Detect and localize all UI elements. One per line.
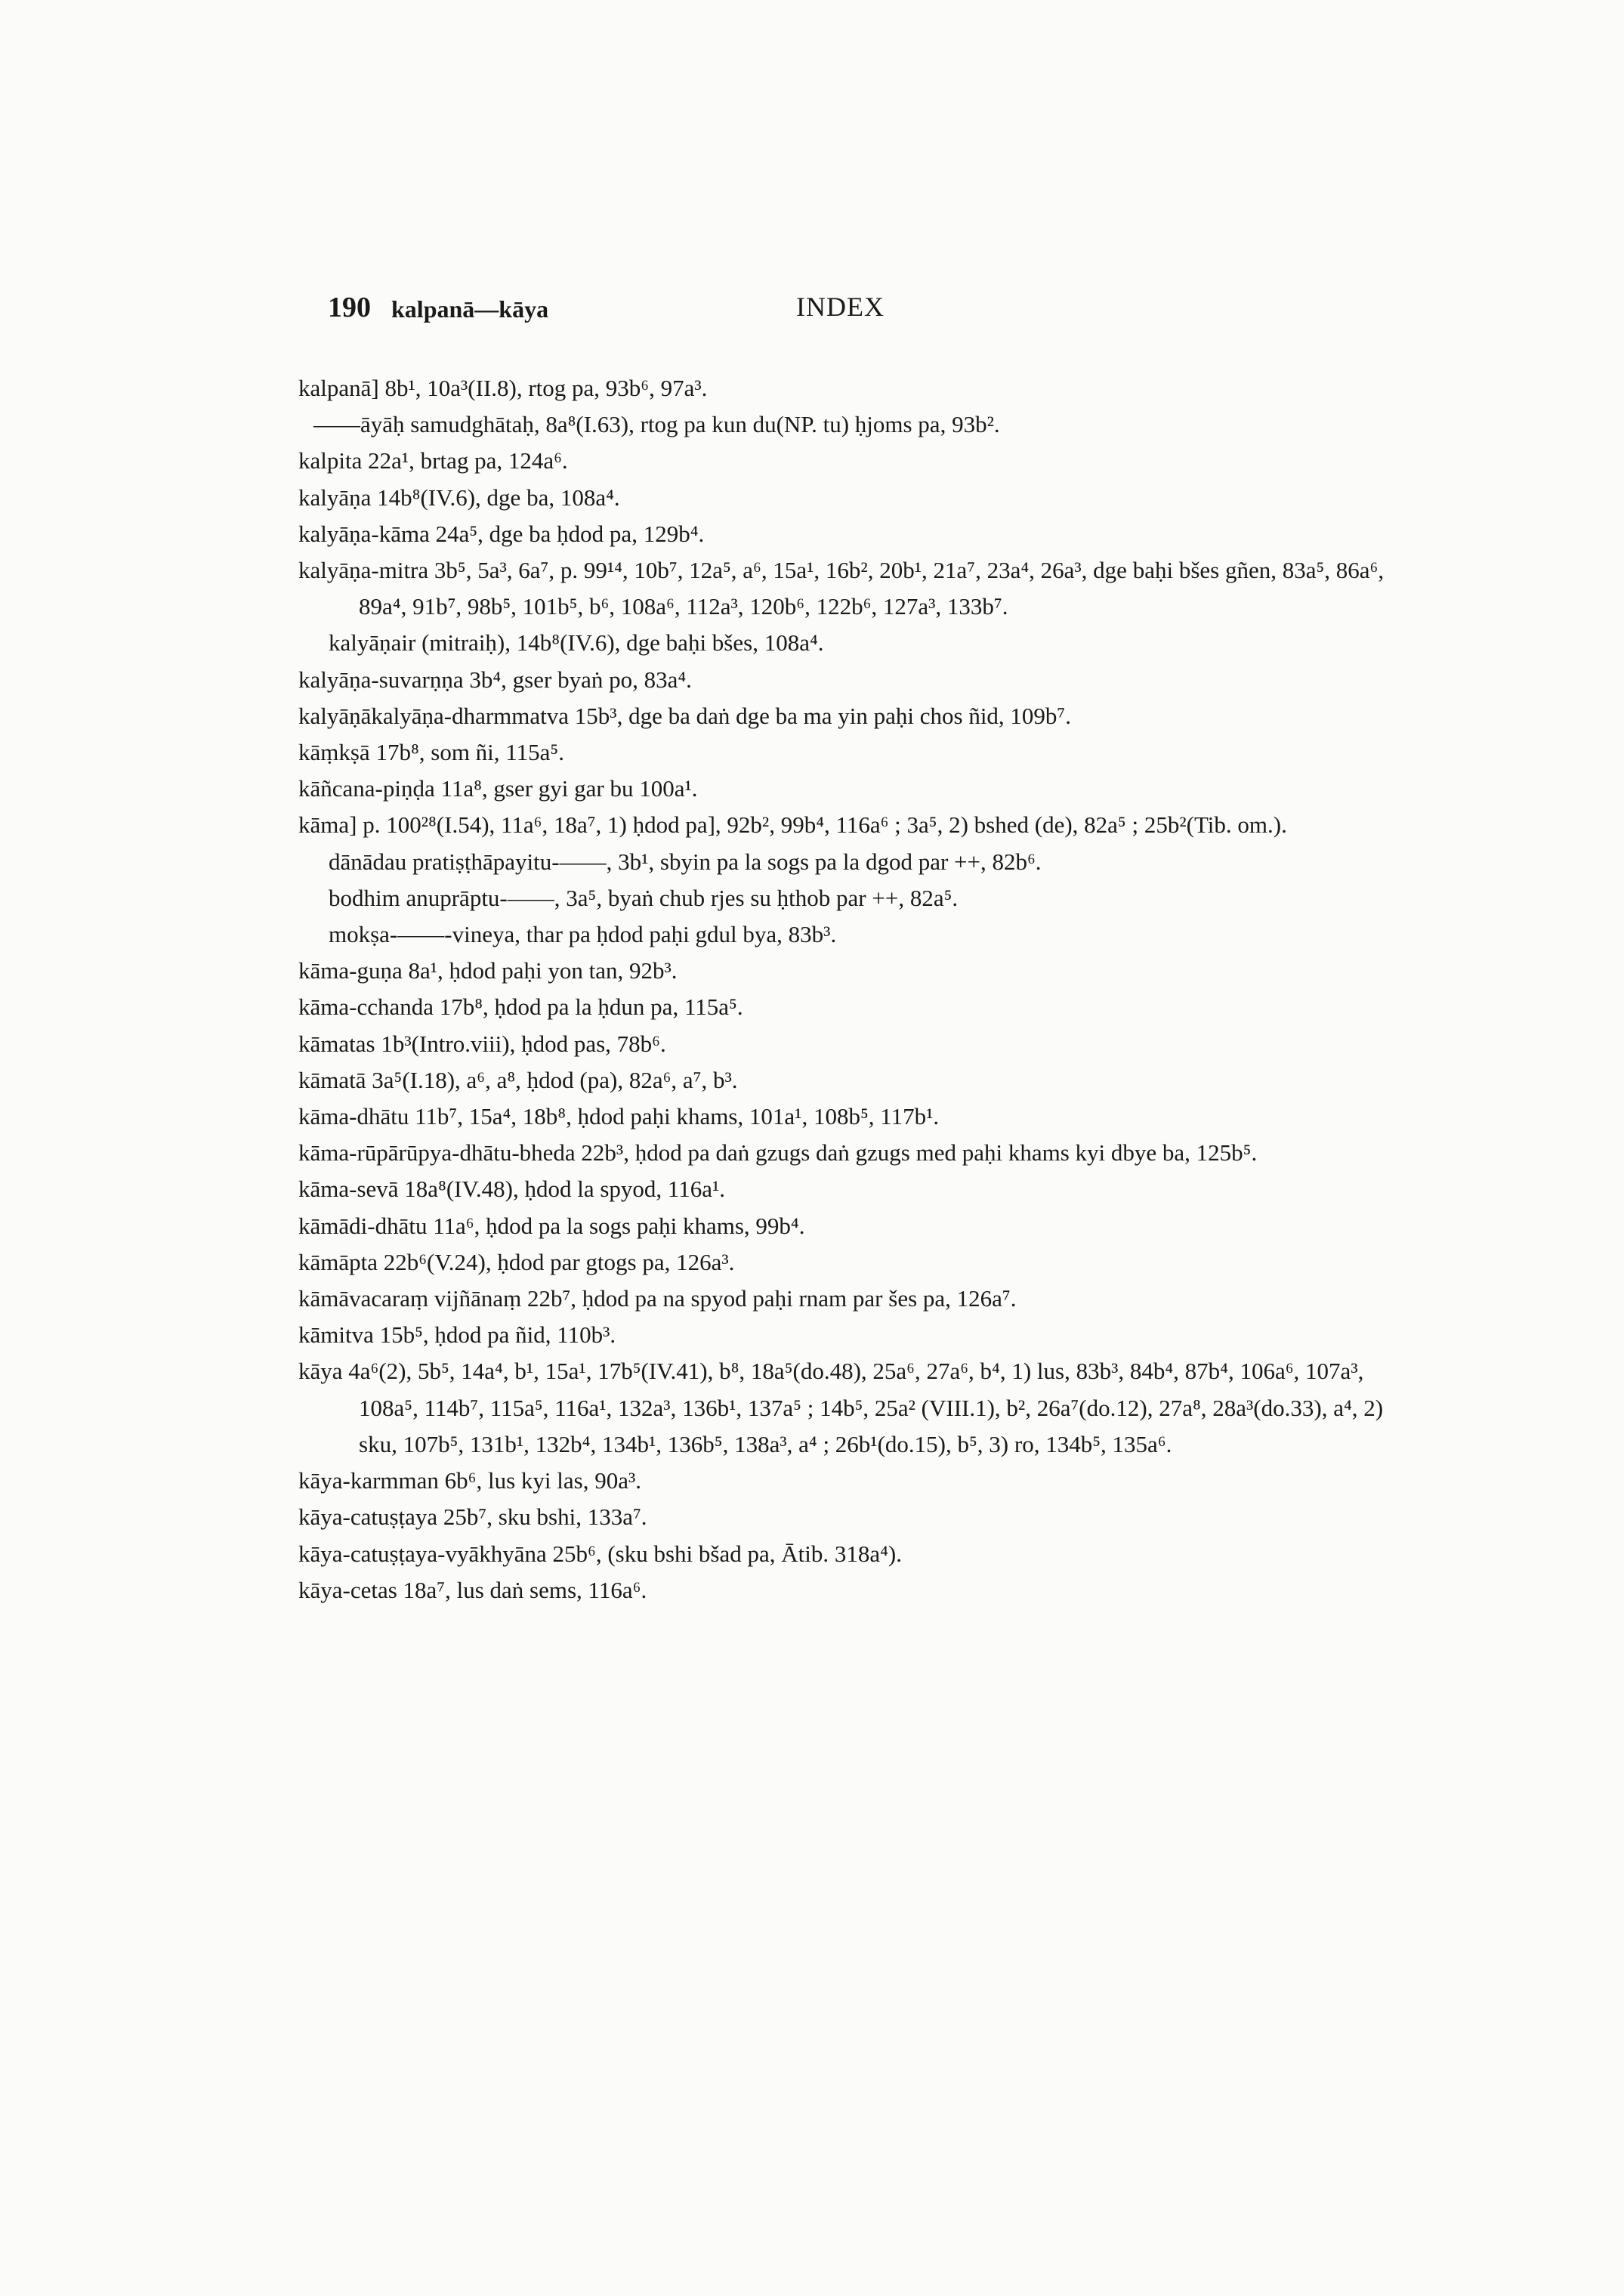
index-entry: kalpita 22a¹, brtag pa, 124a⁶. [298, 447, 568, 474]
index-subentry: mokṣa-——-vineya, thar pa ḥdod paḥi gdul bya, 83b³. [329, 921, 837, 948]
index-entry: kalyāṇa 14b⁸(IV.6), dge ba, 108a⁴. [298, 484, 620, 511]
index-entries [298, 370, 1424, 1608]
index-entry: kalyāṇa-mitra 3b⁵, 5a³, 6a⁷, p. 99¹⁴, 10b⁷, 12a⁵, a⁶, 15a¹, 16b², 20b¹, 21a⁷, 23a⁴, 26a³, dge baḥi bšes gñen, 83a⁵, 86a⁶, 89a⁴, 91b⁷, 98b⁵, 101b⁵, b⁶, 108a⁶, 112a³, 120b⁶, 122b⁶, 127a³, 133b⁷. [298, 557, 1385, 620]
index-entry: kāmāpta 22b⁶(V.24), ḥdod par gtogs pa, 126a³. [298, 1248, 735, 1275]
page-number: 190 [328, 292, 371, 323]
index-entry: kāmādi-dhātu 11a⁶, ḥdod pa la sogs paḥi khams, 99b⁴. [298, 1212, 805, 1239]
page-header [328, 291, 1423, 336]
index-entry: kalyāṇa-suvarṇṇa 3b⁴, gser byaṅ po, 83a⁴. [298, 666, 692, 693]
index-entry: kāmatā 3a⁵(I.18), a⁶, a⁸, ḥdod (pa), 82a⁶, a⁷, b³. [298, 1066, 738, 1093]
index-entry: kāya-catuṣṭaya-vyākhyāna 25b⁶, (sku bshi bšad pa, Ātib. 318a⁴). [298, 1540, 902, 1567]
index-entry: kāma-dhātu 11b⁷, 15a⁴, 18b⁸, ḥdod paḥi khams, 101a¹, 108b⁵, 117b¹. [298, 1103, 940, 1130]
index-entry: kāya 4a⁶(2), 5b⁵, 14a⁴, b¹, 15a¹, 17b⁵(IV.41), b⁸, 18a⁵(do.48), 25a⁶, 27a⁶, b⁴, 1) lus, 83b³, 84b⁴, 87b⁴, 106a⁶, 107a³, 108a⁵, 114b⁷, 115a⁵, 116a¹, 132a³, 136b¹, 137a⁵ ; 14b⁵, 25a² (VIII.1), b², 26a⁷(do.12), 27a⁸, 28a³(do.33), a⁴, 2) sku, 107b⁵, 131b¹, 132b⁴, 134b¹, 136b⁵, 138a³, a⁴ ; 26b¹(do.15), b⁵, 3) ro, 134b⁵, 135a⁶. [298, 1358, 1384, 1457]
index-entry: kāya-catuṣṭaya 25b⁷, sku bshi, 133a⁷. [298, 1503, 647, 1531]
index-entry: kāma-cchanda 17b⁸, ḥdod pa la ḥdun pa, 115a⁵. [298, 993, 743, 1021]
index-entry: kalyāṇākalyāṇa-dharmmatva 15b³, dge ba daṅ dge ba ma yin paḥi chos ñid, 109b⁷. [298, 702, 1071, 729]
index-subentry: kalyāṇair (mitraiḥ), 14b⁸(IV.6), dge baḥi bšes, 108a⁴. [329, 629, 824, 657]
index-subentry: dānādau pratiṣṭhāpayitu-——, 3b¹, sbyin pa la sogs pa la dgod par ++, 82b⁶. [329, 848, 1042, 875]
index-entry: kāma-rūpārūpya-dhātu-bheda 22b³, ḥdod pa daṅ gzugs daṅ gzugs med paḥi khams kyi dbye ba, 125b⁵. [298, 1139, 1258, 1167]
index-subentry: bodhim anuprāptu-——, 3a⁵, byaṅ chub rjes su ḥthob par ++, 82a⁵. [329, 884, 959, 911]
index-entry: kāmitva 15b⁵, ḥdod pa ñid, 110b³. [298, 1321, 616, 1349]
index-entry: kāñcana-piṇḍa 11a⁸, gser gyi gar bu 100a¹. [298, 775, 698, 802]
index-entry: kalpanā] 8b¹, 10a³(II.8), rtog pa, 93b⁶, 97a³. [298, 375, 708, 401]
index-entry: kāya-cetas 18a⁷, lus daṅ sems, 116a⁶. [298, 1576, 647, 1603]
index-entry: kāma-sevā 18a⁸(IV.48), ḥdod la spyod, 116a¹. [298, 1176, 726, 1203]
index-entry: kāma-guṇa 8a¹, ḥdod paḥi yon tan, 92b³. [298, 957, 678, 984]
running-head-title: INDEX [796, 292, 885, 322]
index-entry: kāmāvacaraṃ vijñānaṃ 22b⁷, ḥdod pa na spyod paḥi rnam par šes pa, 126a⁷. [298, 1285, 1017, 1312]
index-entry: kāma] p. 100²⁸(I.54), 11a⁶, 18a⁷, 1) ḥdod pa], 92b², 99b⁴, 116a⁶ ; 3a⁵, 2) bshed (de), 82a⁵ ; 25b²(Tib. om.). [298, 811, 1287, 839]
index-entry: kāmatas 1b³(Intro.viii), ḥdod pas, 78b⁶. [298, 1030, 666, 1057]
index-subentry: ——āyāḥ samudghātaḥ, 8a⁸(I.63), rtog pa kun du(NP. tu) ḥjoms pa, 93b². [313, 411, 1000, 438]
running-head-range: kalpanā—kāya [391, 295, 549, 323]
index-entry: kāya-karmman 6b⁶, lus kyi las, 90a³. [298, 1467, 641, 1494]
index-entry: kalyāṇa-kāma 24a⁵, dge ba ḥdod pa, 129b⁴. [298, 520, 705, 547]
index-entry: kāṃkṣā 17b⁸, som ñi, 115a⁵. [298, 739, 564, 766]
